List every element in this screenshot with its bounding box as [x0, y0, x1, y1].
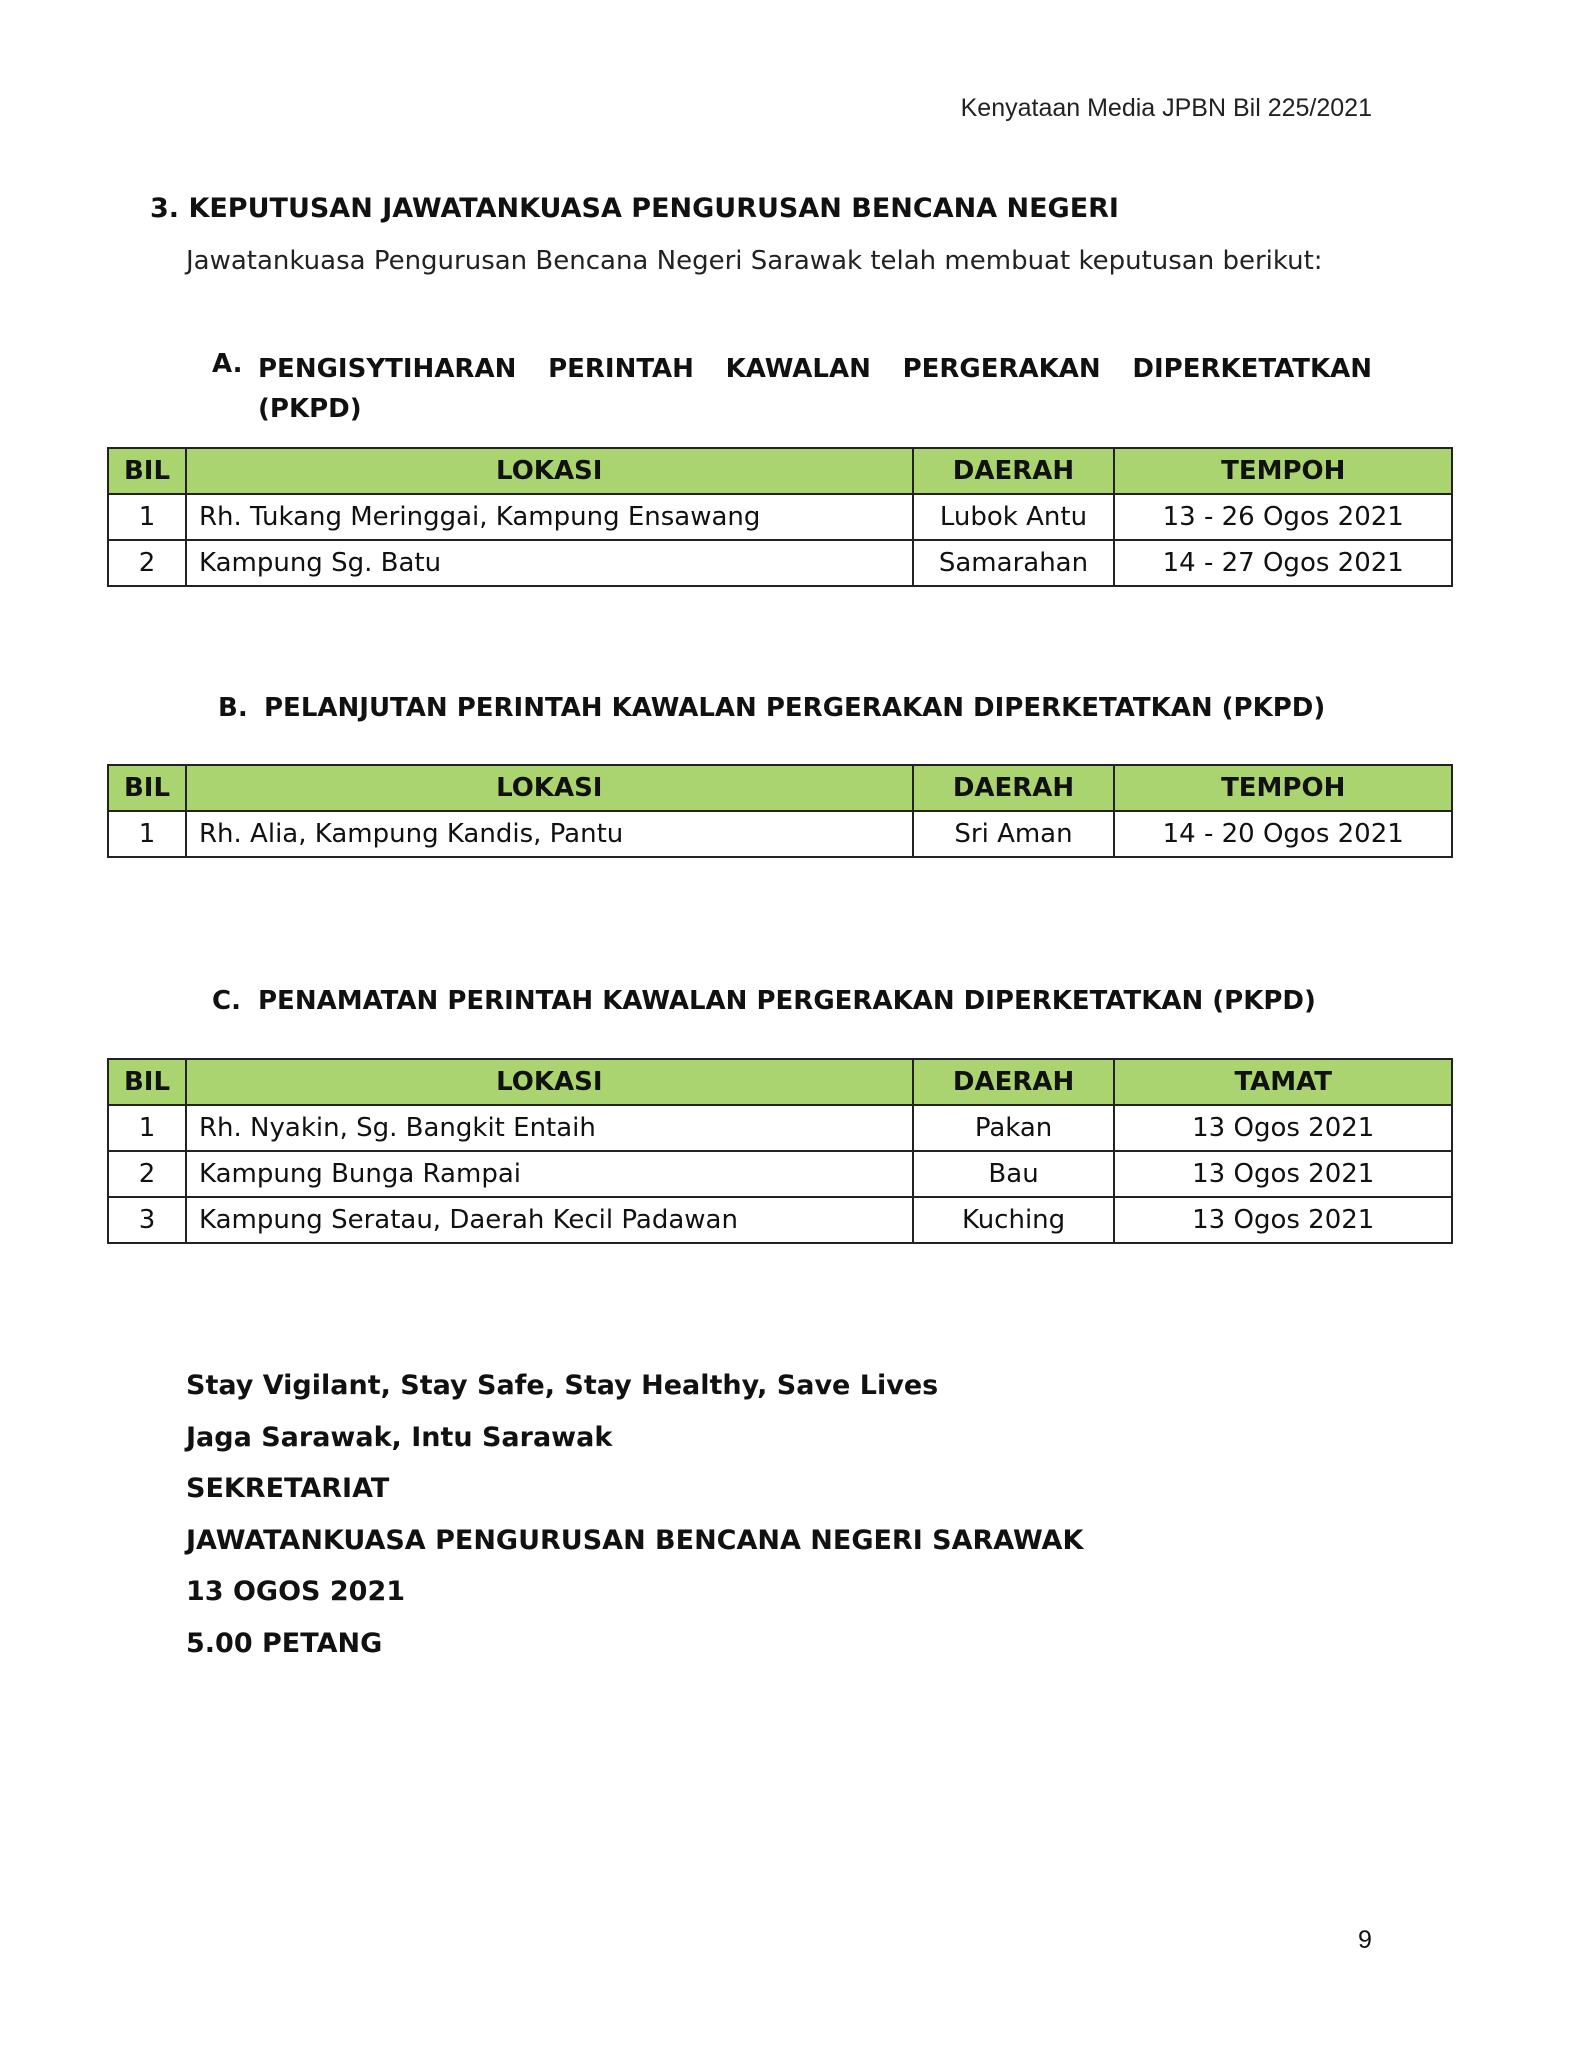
subsection-c-title: PENAMATAN PERINTAH KAWALAN PERGERAKAN DIPERKETATKAN (PKPD) [258, 986, 1316, 1016]
table-pelanjutan [107, 764, 1453, 858]
table-row [108, 1151, 1452, 1197]
cell-daerah: Bau [913, 1151, 1115, 1197]
motto: Jaga Sarawak, Intu Sarawak [186, 1421, 613, 1453]
cell-tempoh: 13 Ogos 2021 [1114, 1197, 1452, 1243]
table-penamatan [107, 1058, 1453, 1244]
section-intro: Jawatankuasa Pengurusan Bencana Negeri Sarawak telah membuat keputusan berikut: [186, 246, 1323, 276]
subsection-c-heading [212, 986, 1316, 1016]
column-header-bil: BIL [108, 1059, 186, 1105]
cell-tempoh: 14 - 27 Ogos 2021 [1114, 540, 1452, 586]
column-header-daerah: DAERAH [913, 765, 1115, 811]
cell-daerah: Lubok Antu [913, 494, 1115, 540]
column-header-tempoh: TEMPOH [1114, 448, 1452, 494]
cell-bil: 1 [108, 811, 186, 857]
table-header-row [108, 765, 1452, 811]
subsection-a-title-line2: (PKPD) [258, 394, 362, 424]
subsection-a-title [258, 349, 1372, 429]
cell-tempoh: 13 Ogos 2021 [1114, 1151, 1452, 1197]
column-header-bil: BIL [108, 765, 186, 811]
cell-lokasi: Kampung Seratau, Daerah Kecil Padawan [186, 1197, 913, 1243]
subsection-a-title-line1: PENGISYTIHARAN PERINTAH KAWALAN PERGERAKAN DIPERKETATKAN [258, 354, 1372, 384]
subsection-c-letter: C. [212, 986, 241, 1016]
column-header-daerah: DAERAH [913, 448, 1115, 494]
cell-daerah: Samarahan [913, 540, 1115, 586]
table-row [108, 1197, 1452, 1243]
secretariat-label: SEKRETARIAT [186, 1473, 390, 1504]
cell-tempoh: 13 - 26 Ogos 2021 [1114, 494, 1452, 540]
table-row [108, 1105, 1452, 1151]
table-row [108, 540, 1452, 586]
cell-bil: 1 [108, 1105, 186, 1151]
subsection-b-letter: B. [218, 693, 248, 723]
cell-bil: 2 [108, 1151, 186, 1197]
cell-lokasi: Rh. Tukang Meringgai, Kampung Ensawang [186, 494, 913, 540]
cell-lokasi: Rh. Nyakin, Sg. Bangkit Entaih [186, 1105, 913, 1151]
column-header-tempoh: TEMPOH [1114, 765, 1452, 811]
committee-name: JAWATANKUASA PENGURUSAN BENCANA NEGERI SARAWAK [186, 1524, 1084, 1556]
slogan: Stay Vigilant, Stay Safe, Stay Healthy, Save Lives [186, 1370, 939, 1401]
table-row [108, 811, 1452, 857]
document-reference: Kenyataan Media JPBN Bil 225/2021 [960, 94, 1372, 122]
column-header-lokasi: LOKASI [186, 765, 913, 811]
subsection-a-letter: A. [212, 349, 243, 379]
cell-lokasi: Rh. Alia, Kampung Kandis, Pantu [186, 811, 913, 857]
cell-bil: 2 [108, 540, 186, 586]
cell-lokasi: Kampung Bunga Rampai [186, 1151, 913, 1197]
statement-date: 13 OGOS 2021 [186, 1576, 406, 1607]
column-header-bil: BIL [108, 448, 186, 494]
cell-bil: 3 [108, 1197, 186, 1243]
subsection-a-heading [212, 349, 1372, 429]
subsection-b-heading [218, 693, 1325, 723]
cell-tempoh: 14 - 20 Ogos 2021 [1114, 811, 1452, 857]
page-number: 9 [1358, 1926, 1372, 1954]
column-header-lokasi: LOKASI [186, 1059, 913, 1105]
section-title: 3. KEPUTUSAN JAWATANKUASA PENGURUSAN BENCANA NEGERI [150, 193, 1119, 224]
closing-block [186, 1366, 1083, 1675]
cell-lokasi: Kampung Sg. Batu [186, 540, 913, 586]
cell-daerah: Sri Aman [913, 811, 1115, 857]
column-header-tempoh: TAMAT [1114, 1059, 1452, 1105]
table-pengisytiharan [107, 447, 1453, 587]
cell-daerah: Kuching [913, 1197, 1115, 1243]
statement-time: 5.00 PETANG [186, 1627, 383, 1659]
column-header-lokasi: LOKASI [186, 448, 913, 494]
column-header-daerah: DAERAH [913, 1059, 1115, 1105]
table-row [108, 494, 1452, 540]
table-header-row [108, 1059, 1452, 1105]
table-header-row [108, 448, 1452, 494]
cell-tempoh: 13 Ogos 2021 [1114, 1105, 1452, 1151]
subsection-b-title: PELANJUTAN PERINTAH KAWALAN PERGERAKAN DIPERKETATKAN (PKPD) [264, 693, 1326, 723]
cell-daerah: Pakan [913, 1105, 1115, 1151]
cell-bil: 1 [108, 494, 186, 540]
